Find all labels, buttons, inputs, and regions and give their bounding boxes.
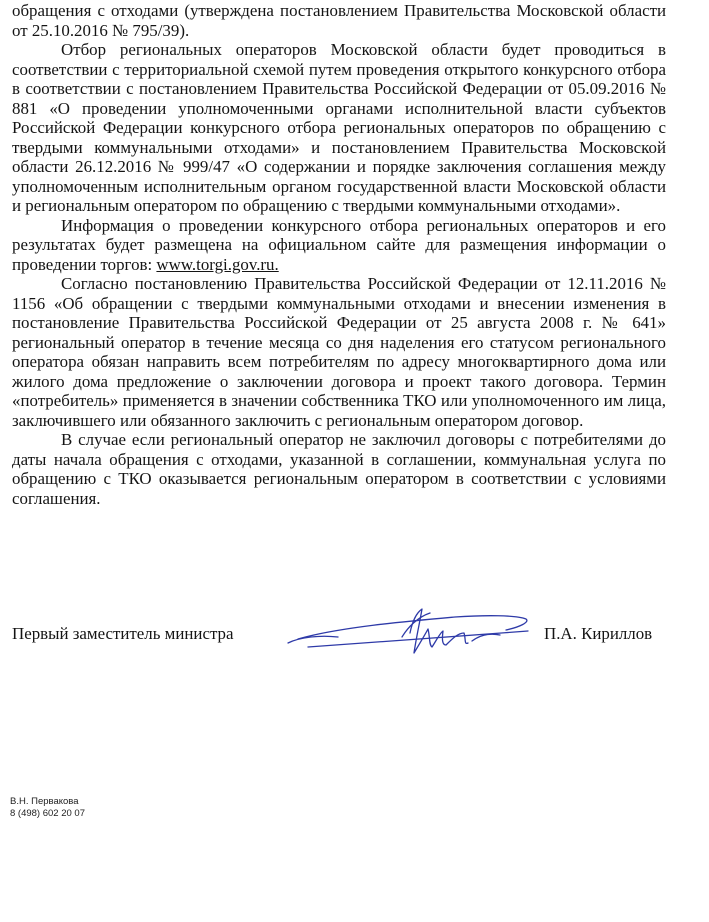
executor-phone: 8 (498) 602 20 07: [10, 808, 86, 819]
torgi-link[interactable]: www.torgi.gov.ru.: [156, 254, 279, 274]
executor-name: В.Н. Первакова: [10, 796, 79, 807]
handwritten-signature: [280, 603, 550, 665]
paragraph-operator-selection: Отбор региональных операторов Московской области будет проводиться в соответствии с территориальной схемой путем проведения открытого конкурсного отбора в соответствии с постановлением Правительства Российской Федерации от 05.09.2016 № 881 «О проведении уполномоченными органами исполнительной власти субъектов Российской Федерации конкурсного отбора региональных операторов по обращению с твердыми коммунальными отходами» и постановлением Правительства Московской области 26.12.2016 № 999/47 «О содержании и порядке заключения соглашения между уполномоченным исполнительным органом государственной власти Московской области и региональным оператором по обращению с твердыми коммунальными отходами».: [12, 40, 666, 215]
signatory-position: Первый заместитель министра: [12, 624, 234, 643]
paragraph-resolution-1156: Согласно постановлению Правительства Российской Федерации от 12.11.2016 № 1156 «Об обращении с твердыми коммунальными отходами и внесении изменения в постановление Правительства Российской Федерации от 25 августа 2008 г. № 641» региональный оператор в течение месяца со дня наделения его статусом регионального оператора обязан направить всем потребителям по адресу многоквартирного дома или жилого дома предложение о заключении договора и проект такого договора. Термин «потребитель» применяется в значении собственника ТКО или уполномоченного им лица, заключившего или обязанного заключить с региональным оператором договор.: [12, 274, 666, 430]
executor-contact: [10, 796, 85, 820]
tender-info-text: Информация о проведении конкурсного отбора региональных операторов и его результатах будет размещена на официальном сайте для размещения информации о проведении торгов:: [12, 215, 666, 274]
paragraph-no-contract: В случае если региональный оператор не заключил договоры с потребителями до даты начала обращения с отходами, указанной в соглашении, коммунальная услуга по обращению с ТКО оказывается региональным оператором в соответствии с условиями соглашения.: [12, 430, 666, 508]
letter-body: [12, 1, 666, 508]
signatory-name: П.А. Кириллов: [544, 624, 653, 643]
paragraph-continuation: обращения с отходами (утверждена постановлением Правительства Московской области от 25.10.2016 № 795/39).: [12, 1, 666, 40]
paragraph-tender-info: [12, 216, 666, 275]
